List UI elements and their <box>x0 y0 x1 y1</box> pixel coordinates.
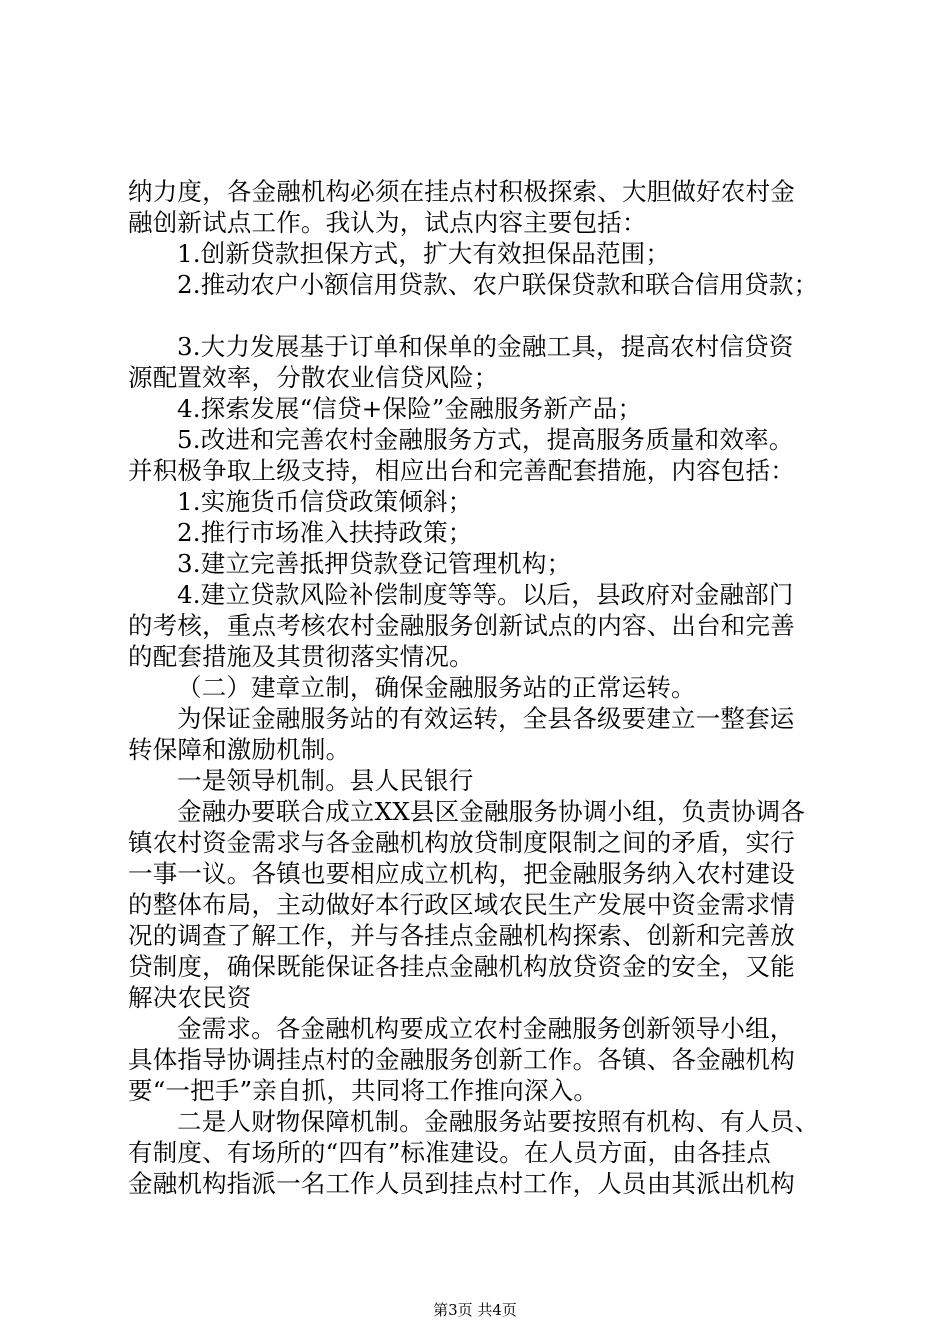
list-item: 2.推行市场准入扶持政策； <box>177 518 473 547</box>
list-item: 1.实施货币信贷政策倾斜； <box>177 487 473 516</box>
list-item: 3.建立完善抵押贷款登记管理机构； <box>177 549 572 578</box>
text-line: 源配置效率，分散农业信贷风险； <box>128 363 499 392</box>
text-line: 有制度、有场所的“四有”标准建设。在人员方面，由各挂点 <box>128 1138 771 1167</box>
paragraph-start: 金需求。各金融机构要成立农村金融服务创新领导小组， <box>177 1014 795 1043</box>
section-heading: （二）建章立制，确保金融服务站的正常运转。 <box>177 673 696 702</box>
text-line: 具体指导协调挂点村的金融服务创新工作。各镇、各金融机构 <box>128 1045 795 1074</box>
text-line: 转保障和激励机制。 <box>128 735 351 764</box>
text-line: 贷制度，确保既能保证各挂点金融机构放贷资金的安全，又能 <box>128 952 795 981</box>
text-line: 融创新试点工作。我认为，试点内容主要包括： <box>128 208 647 237</box>
text-line: 的整体布局，主动做好本行政区域农民生产发展中资金需求情 <box>128 890 795 919</box>
list-item: 5.改进和完善农村金融服务方式，提高服务质量和效率。 <box>177 425 794 454</box>
paragraph-start: 一是领导机制。县人民银行 <box>177 766 474 795</box>
text-line: 解决农民资 <box>128 983 252 1012</box>
list-item: 4.探索发展“信贷+保险”金融服务新产品； <box>177 394 643 423</box>
text-line: 的考核，重点考核农村金融服务创新试点的内容、出台和完善 <box>128 611 795 640</box>
list-item: 2.推动农户小额信用贷款、农户联保贷款和联合信用贷款； <box>177 270 819 299</box>
text-line: 的配套措施及其贯彻落实情况。 <box>128 642 474 671</box>
paragraph-start: 金融办要联合成立XX县区金融服务协调小组，负责协调各 <box>177 797 806 826</box>
text-line: 并积极争取上级支持，相应出台和完善配套措施，内容包括： <box>128 456 795 485</box>
page-number-footer: 第3页 共4页 <box>433 1301 517 1319</box>
text-line: 镇农村资金需求与各金融机构放贷制度限制之间的矛盾，实行 <box>128 828 795 857</box>
paragraph-start: 二是人财物保障机制。金融服务站要按照有机构、有人员、 <box>177 1107 820 1136</box>
paragraph-start: 为保证金融服务站的有效运转，全县各级要建立一整套运 <box>177 704 795 733</box>
text-line: 况的调查了解工作，并与各挂点金融机构探索、创新和完善放 <box>128 921 795 950</box>
list-item: 3.大力发展基于订单和保单的金融工具，提高农村信贷资 <box>177 332 794 361</box>
text-line: 要“一把手”亲自抓，共同将工作推向深入。 <box>128 1076 599 1105</box>
text-line: 一事一议。各镇也要相应成立机构，把金融服务纳入农村建设 <box>128 859 795 888</box>
list-item: 1.创新贷款担保方式，扩大有效担保品范围； <box>177 239 671 268</box>
text-line: 金融机构指派一名工作人员到挂点村工作，人员由其派出机构 <box>128 1169 795 1198</box>
list-item: 4.建立贷款风险补偿制度等等。以后，县政府对金融部门 <box>177 580 794 609</box>
text-line: 纳力度，各金融机构必须在挂点村积极探索、大胆做好农村金 <box>128 177 795 206</box>
